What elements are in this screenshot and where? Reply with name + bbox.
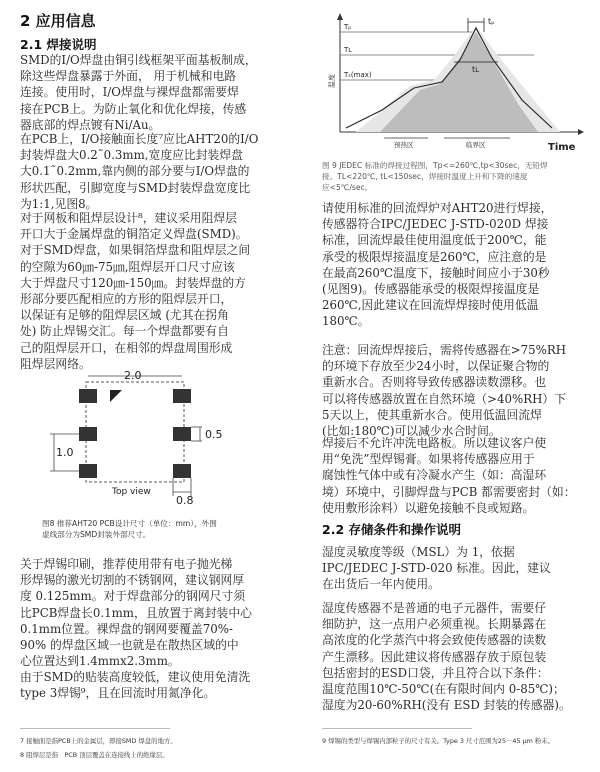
text-line: 关于焊锡印刷，推荐使用带有电子抛光梯 (20, 557, 233, 571)
paragraph-reflow-oven (322, 200, 590, 330)
pin1-marker-icon (110, 390, 122, 402)
text-line: 可以将传感器放置在自然环境（>40%RH）下 (322, 391, 567, 406)
figure9-caption (322, 160, 584, 193)
footnote-rule-left (20, 728, 170, 729)
text-line: 0.1mm位置。裸焊盘的钢网要覆盖70%- (20, 621, 233, 636)
text-line: 承受的极限焊接温度是260℃，应注意的是 (322, 249, 547, 264)
text-line: 在PCB上，I/O接触面长度⁷应比AHT20的I/O (20, 132, 259, 146)
ts-label: Tₛ(max) (344, 71, 372, 79)
text-line: 180℃。 (322, 314, 370, 329)
text-line: 己的阻焊层开口，在相邻的焊盘周围形成 (20, 340, 233, 355)
text-line: 由于SMD的贴装高度较低，建议使用免清洗 (20, 670, 251, 684)
text-line: 度 0.125mm。对于焊盘部分的钢网尺寸须 (20, 589, 246, 604)
text-line: 5天以上，使其重新水合。使用低温回流焊 (322, 407, 542, 422)
figure8-caption (42, 518, 272, 540)
text-line: 重新水合。否则将导致传感器读数漂移。也 (322, 375, 547, 390)
text-line: 标准，回流焊最佳使用温度低于200℃，能 (322, 233, 547, 248)
text-line: 用“免洗”型焊锡膏。如果将传感器应用于 (322, 452, 535, 467)
text-line: 传感器符合IPC/JEDEC J-STD-020D 焊接 (322, 217, 549, 232)
paragraph-storage (322, 600, 590, 713)
text-line: 为1:1,见图8。 (20, 196, 98, 211)
caption-line: 图8 推荐AHT20 PCB设计尺寸（单位：mm），外围 (42, 519, 217, 528)
text-line: 在最高260℃温度下，接触时间应小于30秒 (322, 265, 550, 280)
text-line: 处) 防止焊锡交汇。每一个焊盘都要有自 (20, 324, 229, 339)
text-line: 阻焊层网络。 (20, 356, 91, 371)
text-line: 温度范围10℃-50℃(在有限时间内 0-85℃)； (322, 682, 565, 697)
top-view-label: Top view (112, 487, 151, 497)
tl-label: Tʟ (344, 46, 352, 54)
text-line: 大于焊盘尺寸120㎛-150㎛。封装焊盘的方 (20, 275, 246, 290)
y-axis-label: 温度 (328, 74, 336, 88)
paragraph-no-clean-solder (20, 669, 288, 701)
text-line: IPC/JEDEC J-STD-020 标准。因此，建议 (322, 561, 551, 576)
text-line: 湿度传感器不是普通的电子元器件，需要仔 (322, 601, 547, 615)
text-line: 比PCB焊盘长0.1mm，且放置于离封装中心 (20, 605, 252, 620)
text-line: 接在PCB上。为防止氧化和优化焊接，传感 (20, 101, 247, 116)
dim-top-label: 2.0 (124, 369, 142, 382)
text-line: 对于SMD焊盘，如果铜箔焊盘和阻焊层之间 (20, 243, 251, 258)
text-line: 封装焊盘大0.2˜0.3mm,宽度应比封装焊盘 (20, 148, 243, 163)
text-line: 请使用标准的回流焊炉对AHT20进行焊接， (322, 201, 553, 215)
text-line: 包括密封的ESD口袋，并且符合以下条件： (322, 665, 549, 680)
paragraph-rehydration-note (322, 342, 590, 439)
section-title: 2 应用信息 (20, 12, 96, 30)
text-line: 的环境下存放至少24小时，以保证聚合物的 (322, 359, 550, 374)
text-line: 在出货后一年内使用。 (322, 577, 440, 592)
paragraph-contact-length (20, 131, 288, 212)
reflow-profile-chart (322, 10, 588, 158)
text-line: 细防护，这一点用户必须重视。长期暴露在 (322, 617, 547, 632)
package-outline (86, 382, 184, 482)
text-line: (比如:180℃)可以减少水合时间。 (322, 424, 501, 439)
text-line: 90% 的焊盘区域一也就是在散热区域的中 (20, 638, 239, 653)
caption-line: 应<5℃/sec。 (322, 183, 373, 192)
text-line: 腐蚀性气体中或有冷凝水产生（如：高湿环 (322, 468, 547, 483)
caption-line: 接。TL<220℃, tL<150sec，焊接时温度上升和下降的速度 (322, 172, 528, 181)
text-line: 注意：回流焊焊接后，需将传感器在>75%RH (322, 343, 567, 357)
pad-right-2 (173, 427, 191, 441)
caption-line: 图 9 JEDEC 标准的焊接过程图，Tp<=260℃,tp<30sec，无铅焊 (322, 161, 548, 170)
preheat-label: 预热区 (394, 141, 414, 149)
tp-time-label: tₚ (488, 17, 495, 26)
text-line: type 3焊锡⁹，且在回流时用氮净化。 (20, 686, 216, 701)
text-line: 湿度为20-60%RH(没有 ESD 封装的传感器)。 (322, 698, 571, 713)
text-line: 使用敷形涂料）以避免接触不良或短路。 (322, 500, 535, 515)
paragraph-solder-mask (20, 210, 288, 372)
text-line: 除这些焊盘暴露于外面， 用于机械和电路 (20, 69, 237, 84)
text-line: 形部分要匹配相应的方形的阻焊层开口， (20, 292, 233, 307)
paragraph-no-wash (322, 435, 590, 516)
x-axis-label: Time (548, 142, 576, 153)
text-line: 器底部的焊点镀有Ni/Au。 (20, 117, 161, 132)
critical-label: 临界区 (466, 141, 486, 149)
pcb-footprint-figure (40, 368, 240, 506)
text-line: 心位置达到1.4mmx2.3mm。 (20, 654, 180, 669)
dim-bottom-label: 0.8 (176, 494, 194, 506)
subsection-title-2-2: 2.2 存储条件和操作说明 (322, 522, 461, 537)
paragraph-solder-pads (20, 52, 288, 133)
text-line: 大0.1˜0.2mm,靠内侧的部分要与I/O焊盘的 (20, 164, 250, 179)
pad-right-3 (173, 464, 191, 478)
dim-left-label: 1.0 (56, 446, 74, 459)
tp-label: Tₚ (344, 23, 352, 31)
paragraph-msl (322, 544, 590, 593)
x-axis-arrow-icon (578, 129, 584, 135)
text-line: 260℃,因此建议在回流焊焊接时使用低温 (322, 298, 539, 313)
footnote-9: 9 焊锡的类型与焊锡内部粒子的尺寸有关。Type 3 尺寸范围为25－45 μm 粉末。 (322, 737, 555, 745)
text-line: 以保证有足够的阻焊层区域 (尤其在拐角 (20, 308, 229, 323)
dim-right-label: 0.5 (205, 428, 223, 441)
text-line: SMD的I/O焊盘由铜引线框架平面基板制成， (20, 53, 257, 67)
text-line: 形状匹配，引脚宽度与SMD封装焊盘宽度比 (20, 180, 251, 195)
pad-left-3 (79, 464, 97, 478)
footnote-8: 8 阻焊层是指 PCB 顶层覆盖在连接线上的绝缘层。 (20, 751, 169, 759)
caption-line: 虚线部分为SMD封装外部尺寸。 (42, 530, 151, 539)
pad-right-1 (173, 389, 191, 403)
footnote-7: 7 接触面是指PCB上的金属层，即接SMD 焊盘的地方。 (20, 737, 177, 745)
text-line: 焊接后不允许冲洗电路板。所以建议客户使 (322, 436, 547, 450)
paragraph-solder-printing (20, 556, 288, 669)
text-line: 形焊锡的激光切割的不锈钢网，建议钢网厚 (20, 573, 245, 588)
text-line: 开口大于金属焊盘的铜箔定义焊盘(SMD)。 (20, 227, 248, 242)
text-line: 产生漂移。因此建议将传感器存放于原包装 (322, 649, 547, 664)
text-line: (见图9)。传感器能承受的极限焊接温度是 (322, 282, 540, 297)
pad-left-1 (79, 389, 97, 403)
pad-left-2 (79, 427, 97, 441)
tl-time-label: tʟ (472, 65, 480, 74)
text-line: 连接。使用时，I/O焊盘与裸焊盘都需要焊 (20, 85, 239, 100)
text-line: 境）环境中，引脚焊盘与PCB 都需要密封（如： (322, 484, 576, 499)
footnote-rule-right (322, 728, 472, 729)
text-line: 的空隙为60㎛-75㎛,阻焊层开口尺寸应该 (20, 259, 235, 274)
text-line: 高浓度的化学蒸汽中将会致使传感器的读数 (322, 633, 547, 648)
subsection-title-2-1: 2.1 焊接说明 (20, 37, 97, 52)
text-line: 湿度灵敏度等级（MSL）为 1，依据 (322, 545, 515, 559)
y-axis-arrow-icon (337, 13, 343, 20)
text-line: 对于网板和阻焊层设计⁸，建议采用阻焊层 (20, 211, 238, 225)
